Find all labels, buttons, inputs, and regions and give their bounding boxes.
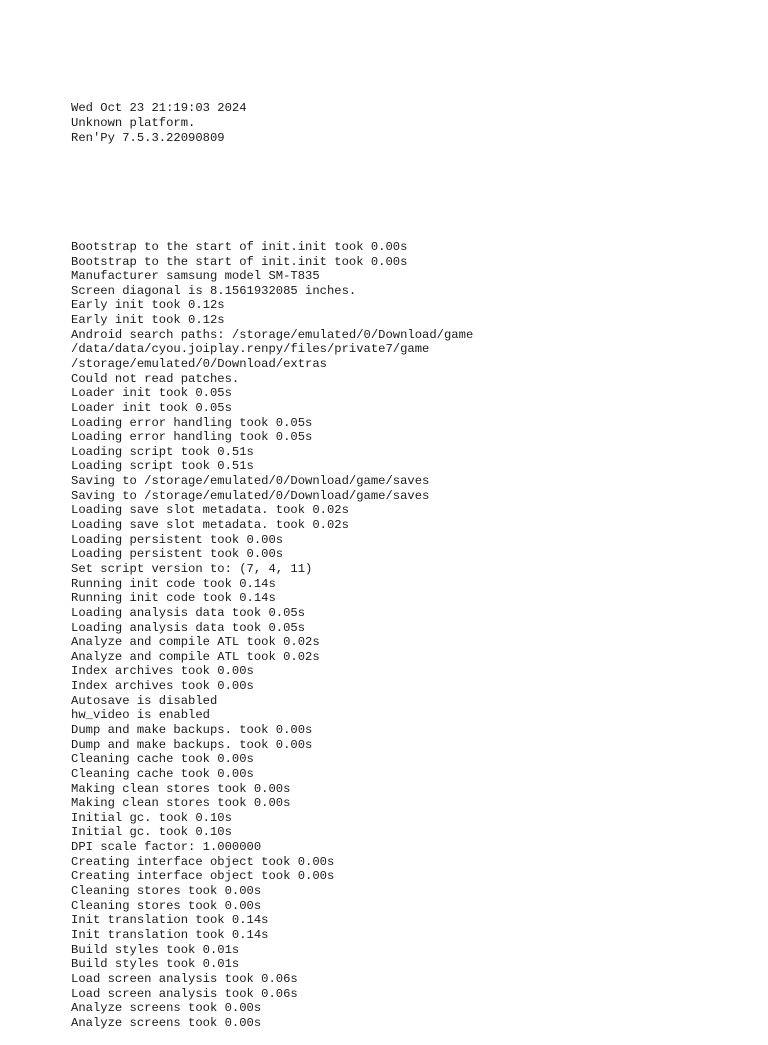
log-line: Initial gc. took 0.10s (71, 825, 232, 840)
log-line: Screen diagonal is 8.1561932085 inches. (71, 283, 357, 298)
log-line: Bootstrap to the start of init.init took 0.00s (71, 254, 408, 269)
log-line: Build styles took 0.01s (71, 957, 240, 972)
log-line: Load screen analysis took 0.06s (71, 986, 298, 1001)
log-line: Loader init took 0.05s (71, 386, 232, 401)
log-line: Creating interface object took 0.00s (71, 869, 335, 884)
log-line: Early init took 0.12s (71, 313, 225, 328)
log-line: Index archives took 0.00s (71, 664, 254, 679)
log-line: Loading script took 0.51s (71, 444, 254, 459)
log-line: Autosave is disabled (71, 693, 218, 708)
log-line: Load screen analysis took 0.06s (71, 971, 298, 986)
log-line: Loading save slot metadata. took 0.02s (71, 518, 349, 533)
log-line: /data/data/cyou.joiplay.renpy/files/private7/game (71, 342, 430, 357)
log-line: Loading error handling took 0.05s (71, 415, 313, 430)
log-line: Loading analysis data took 0.05s (71, 620, 306, 635)
log-line: Loading persistent took 0.00s (71, 547, 284, 562)
log-line: Cleaning cache took 0.00s (71, 766, 254, 781)
log-line: Cleaning cache took 0.00s (71, 752, 254, 767)
log-line: Set script version to: (7, 4, 11) (71, 561, 313, 576)
log-line: DPI scale factor: 1.000000 (71, 840, 262, 855)
log-line: /storage/emulated/0/Download/extras (71, 356, 327, 371)
log-line: Loading error handling took 0.05s (71, 430, 313, 445)
log-line: Early init took 0.12s (71, 298, 225, 313)
log-line: Dump and make backups. took 0.00s (71, 737, 313, 752)
header-line: Wed Oct 23 21:19:03 2024 (71, 101, 247, 116)
log-line: Cleaning stores took 0.00s (71, 884, 262, 899)
header-line: Unknown platform. (71, 115, 196, 130)
log-line: Index archives took 0.00s (71, 679, 254, 694)
log-line: Could not read patches. (71, 371, 240, 386)
header-spacer (71, 175, 473, 211)
log-line: Loader init took 0.05s (71, 400, 232, 415)
log-line: Analyze and compile ATL took 0.02s (71, 635, 320, 650)
log-line: Dump and make backups. took 0.00s (71, 723, 313, 737)
log-line: Android search paths: /storage/emulated/0/Download/game (71, 327, 474, 342)
log-line: Running init code took 0.14s (71, 576, 276, 591)
log-line: Running init code took 0.14s (71, 591, 276, 606)
log-line: Making clean stores took 0.00s (71, 796, 291, 811)
log-document (71, 72, 473, 1045)
log-line: Loading persistent took 0.00s (71, 532, 284, 547)
log-line: Init translation took 0.14s (71, 913, 269, 928)
log-line: Saving to /storage/emulated/0/Download/game/saves (71, 488, 430, 503)
log-header (71, 101, 473, 145)
log-line: hw_video is enabled (71, 708, 210, 723)
log-line: Analyze screens took 0.00s (71, 1015, 262, 1030)
log-line: Cleaning stores took 0.00s (71, 898, 262, 913)
log-line: Init translation took 0.14s (71, 927, 269, 942)
log-line: Creating interface object took 0.00s (71, 854, 335, 869)
log-body (71, 240, 473, 1031)
log-line: Saving to /storage/emulated/0/Download/game/saves (71, 474, 430, 489)
log-line: Loading analysis data took 0.05s (71, 605, 306, 620)
log-line: Loading save slot metadata. took 0.02s (71, 503, 349, 518)
log-line: Analyze and compile ATL took 0.02s (71, 649, 320, 664)
log-line: Analyze screens took 0.00s (71, 1001, 262, 1016)
log-line: Making clean stores took 0.00s (71, 781, 291, 796)
log-line: Initial gc. took 0.10s (71, 810, 232, 825)
log-line: Loading script took 0.51s (71, 459, 254, 474)
header-line: Ren'Py 7.5.3.22090809 (71, 130, 225, 145)
log-line: Bootstrap to the start of init.init took 0.00s (71, 239, 408, 254)
log-line: Build styles took 0.01s (71, 942, 240, 957)
log-line: Manufacturer samsung model SM-T835 (71, 269, 320, 284)
